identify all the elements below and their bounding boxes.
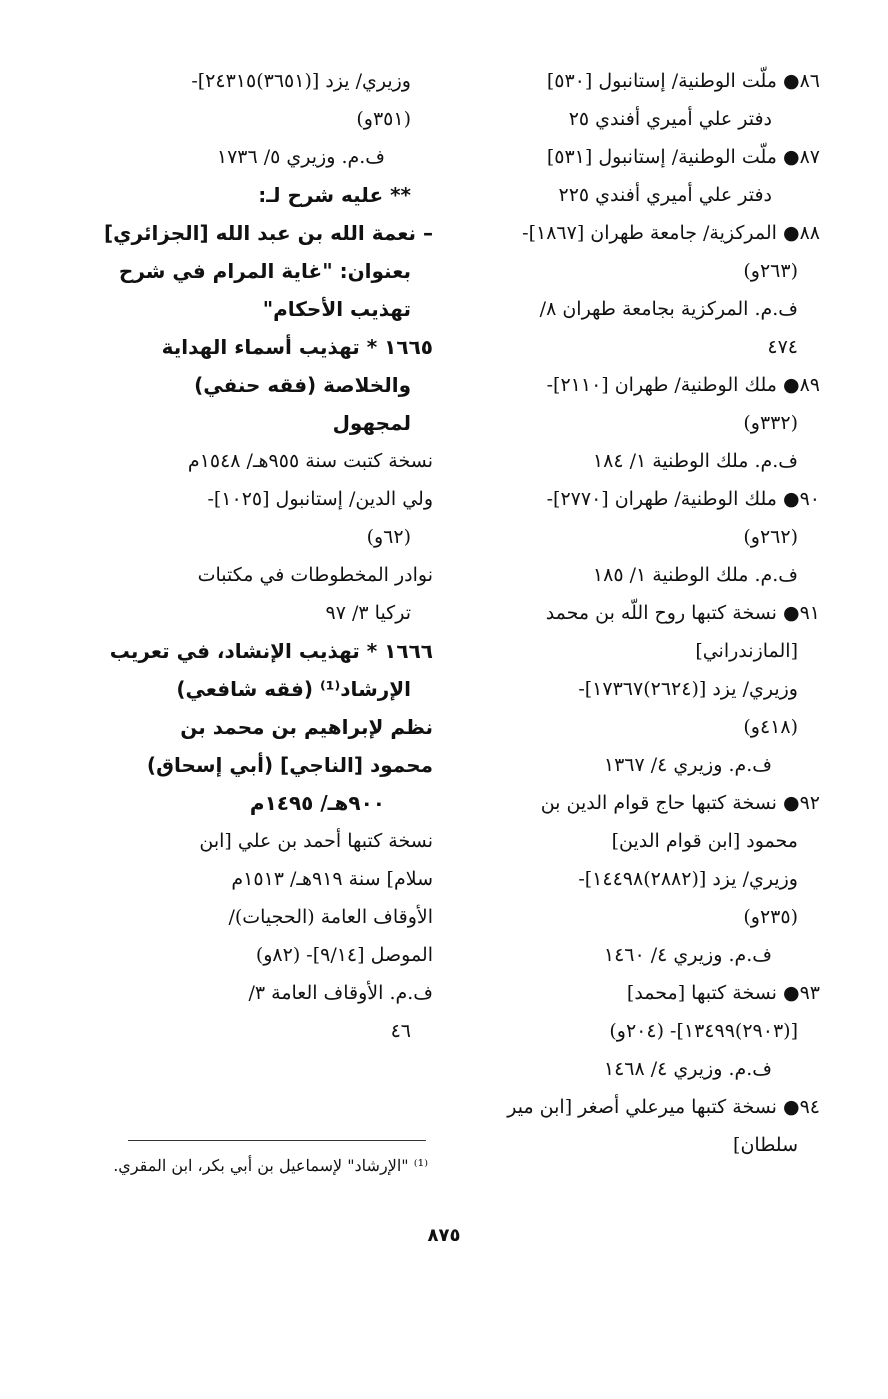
right-column <box>470 62 820 1164</box>
text-line: ٨٦● ملّت الوطنية/ إستانبول [٥٣٠] <box>546 70 820 92</box>
text-line: [(٢٩٠٣)١٣٤٩٩]- (٢٠٤و) <box>609 1020 798 1042</box>
text-line: ف.م. وزيري ٤/ ١٤٦٨ <box>603 1058 772 1080</box>
text-line: ف.م. ملك الوطنية ١/ ١٨٥ <box>592 564 798 586</box>
text-line: تهذيب الأحكام" <box>262 297 411 321</box>
left-column <box>78 62 433 1050</box>
text-line: الموصل [٩/١٤]- (٨٢و) <box>255 944 433 966</box>
text-line: تركيا ٣/ ٩٧ <box>325 602 411 624</box>
text-line: – نعمة الله بن عبد الله [الجزائري] <box>104 221 433 245</box>
text-line: نسخة كتبت سنة ٩٥٥هـ/ ١٥٤٨م <box>187 450 433 472</box>
text-line: ف.م. وزيري ٤/ ١٤٦٠ <box>603 944 772 966</box>
text-line: ٩٤● نسخة كتبها ميرعلي أصغر [ابن مير <box>507 1096 820 1118</box>
text-line: ولي الدين/ إستانبول [١٠٢٥]- <box>207 488 433 510</box>
text-line: ٩٢● نسخة كتبها حاج قوام الدين بن <box>540 792 820 814</box>
text-line: نظم لإبراهيم بن محمد بن <box>180 715 433 739</box>
text-line: وزيري/ يزد [(٢٨٨٢)١٤٤٩٨]- <box>578 868 798 890</box>
text-line: ف.م. المركزية بجامعة طهران ٨/ <box>539 298 798 320</box>
footnote: ⁽¹⁾ "الإرشاد" لإسماعيل بن أبي بكر، ابن المقري. <box>113 1156 428 1175</box>
text-line: بعنوان: "غاية المرام في شرح <box>118 259 411 283</box>
text-line: ٨٨● المركزية/ جامعة طهران [١٨٦٧]- <box>522 222 820 244</box>
text-line: ف.م. وزيري ٥/ ١٧٣٦ <box>216 146 385 168</box>
text-line: (٣٣٢و) <box>743 412 798 434</box>
text-line: لمجهول <box>332 411 411 435</box>
text-line: ٩٠● ملك الوطنية/ طهران [٢٧٧٠]- <box>546 488 820 510</box>
footnote-divider <box>128 1140 426 1141</box>
text-line: ف.م. وزيري ٤/ ١٣٦٧ <box>603 754 772 776</box>
text-line: ٤٦ <box>390 1020 411 1042</box>
text-line: سلام] سنة ٩١٩هـ/ ١٥١٣م <box>231 868 433 890</box>
text-line: نوادر المخطوطات في مكتبات <box>197 564 433 586</box>
text-line: ٨٧● ملّت الوطنية/ إستانبول [٥٣١] <box>546 146 820 168</box>
text-line: وزيري/ يزد [(٣٦٥١)٢٤٣١٥]- <box>191 70 411 92</box>
text-line: دفتر علي أميري أفندي ٢٢٥ <box>558 184 772 206</box>
text-line: الأوقاف العامة (الحجيات)/ <box>228 906 433 928</box>
text-line: نسخة كتبها أحمد بن علي [ابن <box>199 830 433 852</box>
text-line: (٢٦٢و) <box>743 526 798 548</box>
text-line: محمود [الناجي] (أبي إسحاق) <box>146 753 433 777</box>
text-line: ف.م. ملك الوطنية ١/ ١٨٤ <box>592 450 798 472</box>
text-line: وزيري/ يزد [(٢٦٢٤)١٧٣٦٧]- <box>578 678 798 700</box>
text-line: دفتر علي أميري أفندي ٢٥ <box>568 108 772 130</box>
text-line: ٩٠٠هـ/ ١٤٩٥م <box>249 791 385 815</box>
text-line: ١٦٦٥ * تهذيب أسماء الهداية <box>161 335 433 359</box>
text-line: سلطان] <box>733 1134 798 1156</box>
text-line: (٤١٨و) <box>743 716 798 738</box>
text-line: (٢٣٥و) <box>743 906 798 928</box>
text-line: ** عليه شرح لـ: <box>258 183 411 207</box>
text-line: (٢٦٣و) <box>743 260 798 282</box>
text-line: والخلاصة (فقه حنفي) <box>194 373 411 397</box>
text-line: ٩٣● نسخة كتبها [محمد] <box>626 982 820 1004</box>
text-line: [المازندراني] <box>695 640 798 662</box>
text-line: ٤٧٤ <box>767 336 798 358</box>
text-line: محمود [ابن قوام الدين] <box>611 830 798 852</box>
text-line: ١٦٦٦ * تهذيب الإنشاد، في تعريب <box>109 639 433 663</box>
page-number: ٨٧٥ <box>427 1225 461 1246</box>
text-line: ف.م. الأوقاف العامة ٣/ <box>248 982 433 1004</box>
text-line: (٦٢و) <box>366 526 411 548</box>
text-line: الإرشاد⁽¹⁾ (فقه شافعي) <box>176 677 411 701</box>
text-line: ٩١● نسخة كتبها روح اللّه بن محمد <box>545 602 820 624</box>
text-line: ٨٩● ملك الوطنية/ طهران [٢١١٠]- <box>546 374 820 396</box>
text-line: (٣٥١و) <box>356 108 411 130</box>
